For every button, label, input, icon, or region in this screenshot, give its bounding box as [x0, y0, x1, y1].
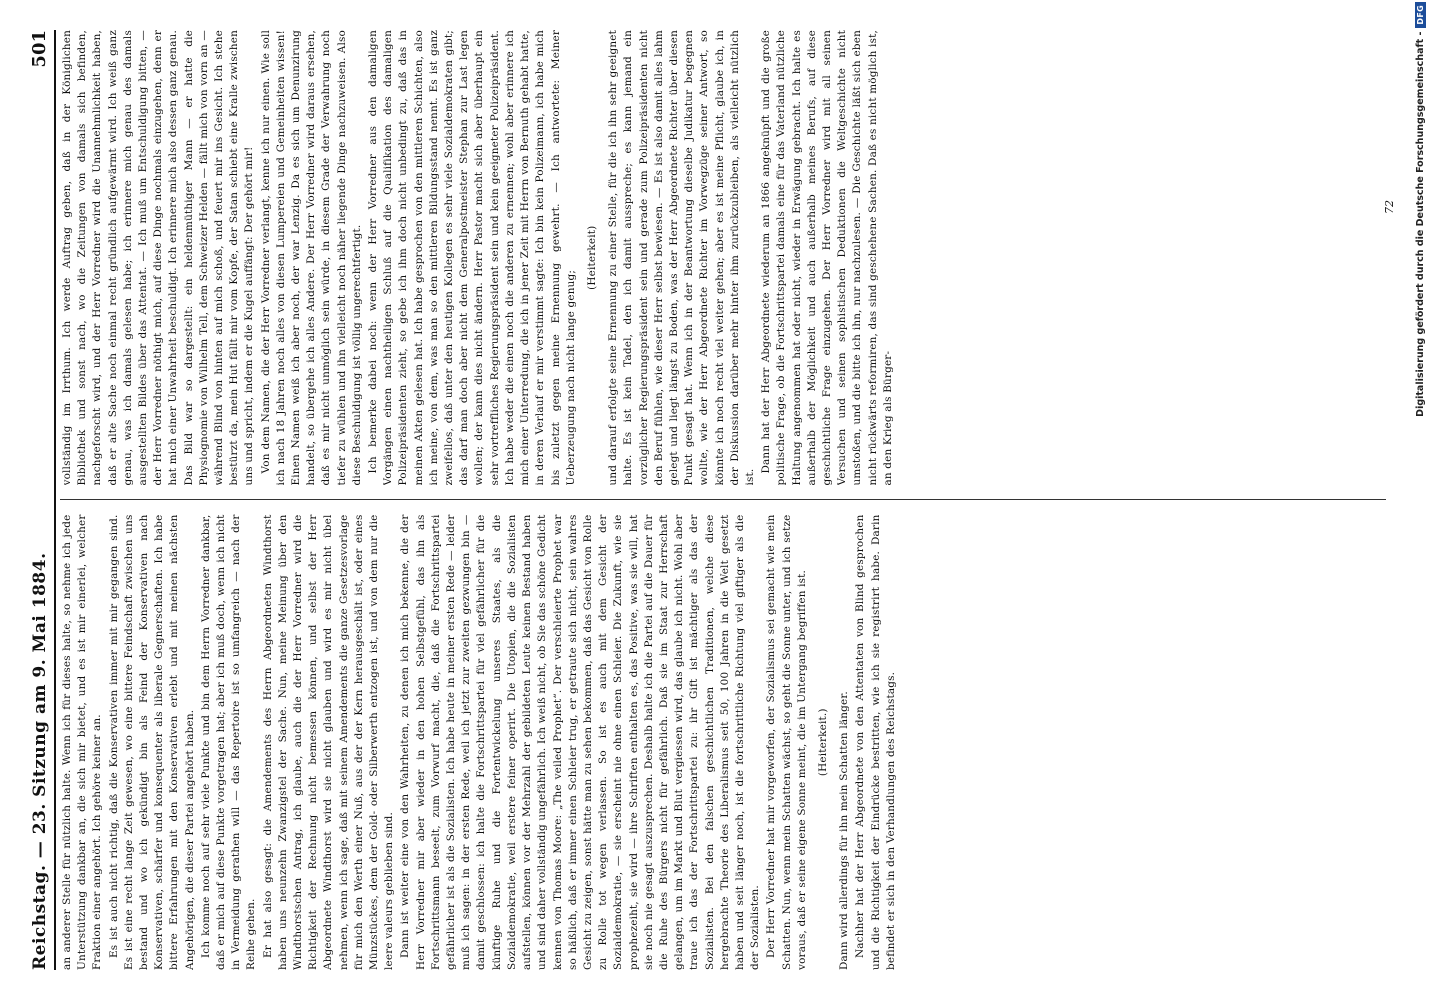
paragraph: Nachher hat der Herr Abgeordnete von den Attentaten von Blind gesprochen und die Richtigkeit der Eindrücke bestritten, wie ich sie registrirt habe. Darin befindet er sich in den Verhandlungen des Reichstags.	[854, 514, 897, 970]
paragraph: Er hat also gesagt: die Amendements des Herrn Abgeordneten Windthorst haben uns neunzehn Zwanzigstel der Sache. Nun, meine Meinung über den Windthorstschen Antrag, ich glaube, auch die der Herr Vorredner wird die Richtigkeit der Rechnung nicht bemessen können, und selbst der Herr Abgeordnete Windthorst wird sie nicht glauben und wird es mir nicht übel nehmen, wenn ich sage, daß mit seinem Amendements die ganze Gesetzesvorlage für mich den Werth einer Nuß, aus der der Kern herausgeschält ist, oder eines Münzstückes, dem der Gold- oder Silberwerth entzogen ist, und von dem nur die leere valeurs geblieben sind.	[261, 514, 396, 970]
paragraph: Es ist auch nicht richtig, daß die Konservativen immer mit mir gegangen sind. Es ist eine recht lange Zeit gewesen, wo eine bittere Feindschaft zwischen uns bestand und wo ich gekündigt bin als Feind der Konservativen nach Konservativen, schärfer und konsequenter als liberale Gegnerschaften. Ich habe bittere Erfahrungen mit den Konservativen erlebt und mit meinen nächsten Angehörigen, die dieser Partei angehört haben.	[107, 514, 196, 970]
page-header	[28, 30, 56, 970]
paragraph: Ich bemerke dabei noch: wenn der Herr Vorredner aus den damaligen Vorgängen einen nachtheiligen Schluß auf die Qualifikation des damaligen Polizeipräsidenten zieht, so gebe ich ihm doch nicht unbedingt zu, daß das in meinen Akten gelesen hat. Ich habe gesprochen von den mittleren Schichten, also ich meine, von dem, was man so den mittleren Bildungsstand nennt. Es ist ganz zweifellos, daß unter den heutigen Kollegen es sehr viele Sozialdemokraten gibt; das darf man doch aber nicht dem Generalpostmeister Stephan zur Last legen wollen; der kann dies nicht ändern. Herr Pastor macht sich aber überhaupt ein sehr vortreffliches Regierungspräsident sein und kein geeigneter Polizeipräsident. Ich habe weder die einen noch die anderen zu ernennen; wohl aber erinnere ich mich einer Unterredung, die ich in jener Zeit mit Herrn von Bernuth gehabt hatte, in deren Verlauf er mir verstimmt sagte: Ich bin kein Polizeimann, ich habe mich bis zuletzt gegen meine Ernennung gewehrt. — Ich antwortete: Meiner Ueberzeugung nach nicht lange genug;	[367, 30, 577, 486]
paragraph: Dann wird allerdings für ihn mein Schatten länger.	[838, 691, 851, 970]
paragraph: Dann hat der Herr Abgeordnete wiederum an 1866 angeknüpft und die große politische Frage, ob die Fortschrittspartei damals eine für das Vaterland nützliche Haltung angenommen hat oder nicht, wieder in Erwägung gebracht. Ich halte es außerhalb der Möglichkeit und auch außerhalb meines Berufs, auf diese geschichtliche Frage einzugehen. Der Herr Vorredner wird mit all seinen Versuchen und seinen sophistischen Deduktionen die Weltgeschichte nicht umstoßen, und die bitte ich ihn, nur nachzulesen. — Die Geschichte läßt sich eben nicht rückwärts reformiren, das sind geschehene Sachen. Daß es nicht möglich ist, an den Krieg als Bürger-	[760, 30, 894, 486]
text-column-left	[60, 515, 1386, 971]
text-body	[60, 30, 1386, 970]
dfg-logo-icon: DFG	[1415, 2, 1426, 28]
paragraph: Von dem Namen, die der Herr Vorredner verlangt, kenne ich nur einen. Wie soll ich nach 18 Jahren noch alles von diesen Lumpereien und Gemeinheiten wissen! Einen Namen weiß ich aber noch, der war Lenzig. Da es sich um Denunzirung handelt, so übergehe ich alles Andere. Der Herr Vorredner wird daraus ersehen, daß es mir nicht unmöglich sein würde, in diesem Grade der Verwahrung noch tiefer zu wühlen und ihn vielleicht noch näher liegende Dinge nachzuweisen. Also diese Beschuldigung ist völlig ungerechtfertigt.	[259, 30, 363, 486]
signature-mark: 72	[1383, 200, 1396, 214]
paragraph: Ich komme noch auf sehr viele Punkte und bin dem Herrn Vorredner dankbar, daß er mich auf diese Punkte vorgetragen hat; aber ich muß doch, wenn ich nicht in Vermeidung gerathen will — das Repertoire ist so umfangreich — nach der Reihe gehen.	[199, 514, 258, 970]
digitization-stamp	[1412, 0, 1428, 1000]
interjection: (Heiterkeit)	[585, 225, 598, 290]
paragraph: an anderer Stelle für nützlich halte. Wenn ich für dieses halte, so nehme ich jede Unterstützung dankbar an, die sich mir bietet, und es ist mir einerlei, welcher Fraktion einer angehört. Ich gehöre keiner an.	[61, 514, 104, 970]
running-header: Reichstag. — 23. Sitzung am 9. Mai 1884.	[30, 552, 50, 970]
paragraph: und darauf erfolgte seine Ernennung zu einer Stelle, für die ich ihn sehr geeignet halte. Es ist kein Tadel, den ich damit ausspreche; es kann jemand ein vorzüglicher Regierungspräsident sein und gerade zum Polizeipräsidenten nicht den Beruf fühlen, wie dieser Herr selbst bewiesen. — Es ist also damit alles lahm gelegt und liegt längst zu Boden, was der Herr Abgeordnete Richter über diesen Punkt gesagt hat. Wenn ich in der Beantwortung dieselbe Judikatur begegnen wollte, wie der Herr Abgeordnete Richter im Vorwegzüge seiner Antwort, so könnte ich noch recht viel weiter gehen; aber es ist meine Pflicht, glaube ich, in der Diskussion darüber mehr hinter ihm zurückzubleiben, als vielleicht nützlich ist.	[607, 30, 756, 486]
text-column-right	[60, 30, 1386, 486]
paragraph: Der Herr Vorredner hat mir vorgeworfen, der Sozialismus sei gemacht wie mein Schatten. Nun, wenn mein Schatten wächst, so geht die Sonne unter, und ich setze voraus, daß er seine eigene Sonne meint, die im Untergang begriffen ist.	[765, 514, 808, 970]
column-divider	[60, 500, 1386, 501]
interjection: (Heiterkeit.)	[816, 708, 829, 777]
paragraph: vollständig im Irrthum. Ich werde Auftrag geben, daß in der Königlichen Bibliothek und sonst nach, wo die Zeitungen von damals sich befinden, nachgeforscht wird, und der Herr Vorredner wird die Unannehmlichkeit haben, daß er alte Sache noch einmal recht gründlich aufgewärmt wird. Ich weiß ganz genau, was ich damals gelesen habe; ich erinnere mich genau des damals ausgestellten Bildes über das Attentat. — Ich muß um Entschuldigung bitten, — der Herr Vorredner nöthigt mich, auf diese Dinge nochmals einzugehen, denn er hat mich einer Unwahrheit beschuldigt. Ich erinnere mich also dessen ganz genau. Das Bild war so dargestellt: ein heldenmüthiger Mann — er hatte die Physiognomie von Wilhelm Tell, dem Schweizer Helden — fällt mich von vorn an — während Blind von hinten auf mich schoß, und feuert mir ins Gesicht. Ich stehe bestürzt da, mein Hut fällt mir vom Kopfe, der Satan schiebt eine Kralle zwischen uns und spricht, indem er die Kugel auffängt: Der gehört mir!	[61, 30, 256, 486]
page-number: 501	[29, 30, 50, 68]
stamp-text: Digitalisierung gefördert durch die Deutsche Forschungsgemeinschaft -	[1414, 31, 1426, 417]
paragraph: Dann ist weiter eine von den Wahrheiten, zu denen ich mich bekenne, die der Herr Vorredner mir aber wieder in den hohen Selbstgefühl, das ihn als Fortschrittsmann beseelt, zum Vorwurf macht, die, daß die Fortschrittspartei gefährlicher ist als die Sozialisten. Ich habe heute in meiner ersten Rede — leider muß ich sagen: in der ersten Rede, weil ich jetzt zur zweiten gezwungen bin — damit geschlossen: ich halte die Fortschrittspartei für viel gefährlicher für die künftige Ruhe und die Fortentwickelung unseres Staates, als die Sozialdemokratie, weil erstere feiner operirt. Die Utopien, die die Sozialisten aufstellen, können vor der Mehrzahl der gebildeten Leute keinen Bestand haben und sind daher vollständig ungefährlich. Ich weiß nicht, ob Sie das schöne Gedicht kennen von Thomas Moore: „The veiled Prophet“. Der verschleierte Prophet war so häßlich, daß er immer einen Schleier trug, er getraute sich nicht, sein wahres Gesicht zu zeigen, sonst hätte man zu sehen bekommen, daß das Gesicht von Rolle zu Rolle tot wegen verlassen. So ist es auch mit dem Gesicht der Sozialdemokratie, — sie erscheint nie ohne einen Schleier. Die Zukunft, wie sie prophezeiht, sie wird — ihre Schriften enthalten es, das Positive, was sie will, hat sie noch nie gesagt auszusprechen. Deshalb halte ich die Partei auf die Dauer für die Ruhe des Bürgers nicht für gefährlich. Daß sie im Staat zur Herrschaft gelangen, um im Markt und Blut vergiessen wird, das glaube ich nicht. Wohl aber traue ich das der Fortschrittspartei zu: ihr Gift ist mächtiger als das der Sozialisten. Bei den falschen geschichtlichen Traditionen, welche diese hergebrachte Theorie des Liberalismus seit 50, 100 Jahren in die Welt gesetzt haben und seit länger noch, ist die fortschrittliche Richtung viel giftiger als die der Sozialisten.	[399, 514, 762, 970]
